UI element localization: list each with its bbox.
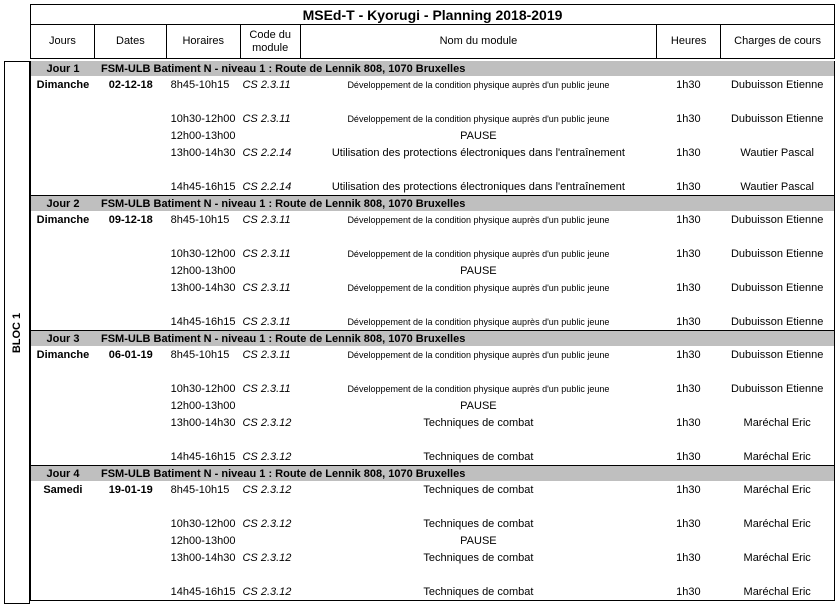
module-cell: Développement de la condition physique auprès d'un public jeune xyxy=(347,316,610,327)
module-cell: Techniques de combat xyxy=(423,551,534,564)
spacer-row xyxy=(31,363,834,380)
code-cell: CS 2.2.14 xyxy=(242,146,292,159)
day-label: Jour 2 xyxy=(46,197,80,210)
spacer-row xyxy=(31,161,834,178)
header-charges: Charges de cours xyxy=(721,25,835,58)
day-header xyxy=(31,61,834,76)
hours-cell: 1h30 xyxy=(676,146,701,159)
code-cell: CS 2.3.11 xyxy=(242,281,291,294)
module-cell: Développement de la condition physique auprès d'un public jeune xyxy=(347,248,610,259)
table-row xyxy=(31,313,834,330)
module-cell: Développement de la condition physique auprès d'un public jeune xyxy=(347,79,610,90)
time-cell: 10h30-12h00 xyxy=(170,382,236,395)
header-heures: Heures xyxy=(657,25,721,58)
hours-cell: 1h30 xyxy=(676,180,701,193)
module-cell: Utilisation des protections électroniques dans l'entraînement xyxy=(331,180,625,193)
spacer-row xyxy=(31,498,834,515)
time-cell: 12h00-13h00 xyxy=(170,534,236,547)
code-cell: CS 2.3.12 xyxy=(242,585,292,598)
module-cell: Techniques de combat xyxy=(423,517,534,530)
hours-cell: 1h30 xyxy=(676,78,701,91)
hours-cell: 1h30 xyxy=(676,348,701,361)
time-cell: 10h30-12h00 xyxy=(170,247,236,260)
time-cell: 14h45-16h15 xyxy=(170,180,236,193)
time-cell: 13h00-14h30 xyxy=(170,551,236,564)
day-label: Jour 3 xyxy=(46,332,80,345)
table-row xyxy=(31,583,834,600)
module-cell: Techniques de combat xyxy=(423,450,534,463)
table-row xyxy=(31,380,834,397)
header-code-line1: Code du xyxy=(249,28,291,41)
teacher-cell: Maréchal Eric xyxy=(743,551,811,564)
hours-cell: 1h30 xyxy=(676,416,701,429)
time-cell: 14h45-16h15 xyxy=(170,315,236,328)
table-row xyxy=(31,448,834,465)
code-cell: CS 2.3.11 xyxy=(242,315,291,328)
day-block xyxy=(30,196,835,331)
hours-cell: 1h30 xyxy=(676,281,701,294)
weekday-cell: Dimanche xyxy=(36,348,90,361)
module-cell: Techniques de combat xyxy=(423,585,534,598)
page-title: MSEd-T - Kyorugi - Planning 2018-2019 xyxy=(30,4,835,25)
time-cell: 8h45-10h15 xyxy=(170,213,230,226)
time-cell: 12h00-13h00 xyxy=(170,399,236,412)
time-cell: 12h00-13h00 xyxy=(170,129,236,142)
day-location: FSM-ULB Batiment N - niveau 1 : Route de Lennik 808, 1070 Bruxelles xyxy=(101,332,466,345)
header-jours: Jours xyxy=(31,25,95,58)
code-cell: CS 2.3.11 xyxy=(242,112,291,125)
code-cell: CS 2.3.11 xyxy=(242,213,291,226)
table-row xyxy=(31,245,834,262)
date-cell: 02-12-18 xyxy=(108,78,153,91)
hours-cell: 1h30 xyxy=(676,483,701,496)
day-label: Jour 1 xyxy=(46,62,80,75)
module-cell: PAUSE xyxy=(460,129,497,142)
time-cell: 8h45-10h15 xyxy=(170,348,230,361)
module-cell: Utilisation des protections électroniques dans l'entraînement xyxy=(331,146,625,159)
teacher-cell: Maréchal Eric xyxy=(743,585,811,598)
time-cell: 8h45-10h15 xyxy=(170,78,230,91)
teacher-cell: Dubuisson Etienne xyxy=(730,348,824,361)
hours-cell: 1h30 xyxy=(676,551,701,564)
spacer-row xyxy=(31,228,834,245)
code-cell: CS 2.3.12 xyxy=(242,551,292,564)
table-row xyxy=(31,279,834,296)
module-cell: Développement de la condition physique auprès d'un public jeune xyxy=(347,282,610,293)
day-block xyxy=(30,331,835,466)
code-cell: CS 2.3.11 xyxy=(242,382,291,395)
table-row xyxy=(31,211,834,228)
teacher-cell: Dubuisson Etienne xyxy=(730,281,824,294)
time-cell: 13h00-14h30 xyxy=(170,146,236,159)
teacher-cell: Maréchal Eric xyxy=(743,416,811,429)
header-horaires: Horaires xyxy=(167,25,241,58)
code-cell: CS 2.3.12 xyxy=(242,517,292,530)
hours-cell: 1h30 xyxy=(676,517,701,530)
header-code-line2: module xyxy=(252,41,289,54)
table-row xyxy=(31,76,834,93)
module-cell: Développement de la condition physique auprès d'un public jeune xyxy=(347,214,610,225)
header-code xyxy=(241,25,301,58)
hours-cell: 1h30 xyxy=(676,112,701,125)
day-block xyxy=(30,466,835,601)
time-cell: 10h30-12h00 xyxy=(170,112,236,125)
code-cell: CS 2.3.12 xyxy=(242,450,292,463)
time-cell: 12h00-13h00 xyxy=(170,264,236,277)
days-container xyxy=(30,61,835,601)
date-cell: 09-12-18 xyxy=(108,213,153,226)
table-row xyxy=(31,481,834,498)
date-cell: 06-01-19 xyxy=(108,348,153,361)
teacher-cell: Dubuisson Etienne xyxy=(730,315,824,328)
table-row xyxy=(31,144,834,161)
table-row xyxy=(31,414,834,431)
code-cell: CS 2.3.11 xyxy=(242,348,291,361)
date-cell: 19-01-19 xyxy=(108,483,153,496)
module-cell: PAUSE xyxy=(460,399,497,412)
teacher-cell: Dubuisson Etienne xyxy=(730,78,824,91)
day-header xyxy=(31,466,834,481)
teacher-cell: Maréchal Eric xyxy=(743,517,811,530)
code-cell: CS 2.3.11 xyxy=(242,78,291,91)
teacher-cell: Dubuisson Etienne xyxy=(730,213,824,226)
hours-cell: 1h30 xyxy=(676,213,701,226)
hours-cell: 1h30 xyxy=(676,247,701,260)
bloc-label-cell xyxy=(4,61,30,604)
hours-cell: 1h30 xyxy=(676,450,701,463)
time-cell: 10h30-12h00 xyxy=(170,517,236,530)
day-header xyxy=(31,196,834,211)
code-cell: CS 2.2.14 xyxy=(242,180,292,193)
hours-cell: 1h30 xyxy=(676,315,701,328)
table-row xyxy=(31,532,834,549)
table-row xyxy=(31,127,834,144)
teacher-cell: Maréchal Eric xyxy=(743,450,811,463)
day-location: FSM-ULB Batiment N - niveau 1 : Route de Lennik 808, 1070 Bruxelles xyxy=(101,62,466,75)
spacer-row xyxy=(31,296,834,313)
module-cell: PAUSE xyxy=(460,534,497,547)
weekday-cell: Dimanche xyxy=(36,213,90,226)
teacher-cell: Wautier Pascal xyxy=(740,180,814,193)
hours-cell: 1h30 xyxy=(676,585,701,598)
spacer-row xyxy=(31,93,834,110)
module-cell: Développement de la condition physique auprès d'un public jeune xyxy=(347,349,610,360)
teacher-cell: Dubuisson Etienne xyxy=(730,382,824,395)
header-dates: Dates xyxy=(95,25,167,58)
table-row xyxy=(31,515,834,532)
spacer-row xyxy=(31,431,834,448)
table-row xyxy=(31,110,834,127)
module-cell: PAUSE xyxy=(460,264,497,277)
module-cell: Développement de la condition physique auprès d'un public jeune xyxy=(347,113,610,124)
table-header xyxy=(30,25,835,59)
table-row xyxy=(31,549,834,566)
spacer-row xyxy=(31,566,834,583)
table-row xyxy=(31,346,834,363)
table-row xyxy=(31,178,834,195)
time-cell: 14h45-16h15 xyxy=(170,450,236,463)
time-cell: 8h45-10h15 xyxy=(170,483,230,496)
module-cell: Techniques de combat xyxy=(423,416,534,429)
header-nom: Nom du module xyxy=(301,25,658,58)
teacher-cell: Wautier Pascal xyxy=(740,146,814,159)
code-cell: CS 2.3.12 xyxy=(242,483,292,496)
table-row xyxy=(31,262,834,279)
day-location: FSM-ULB Batiment N - niveau 1 : Route de Lennik 808, 1070 Bruxelles xyxy=(101,467,466,480)
teacher-cell: Dubuisson Etienne xyxy=(730,112,824,125)
module-cell: Techniques de combat xyxy=(423,483,534,496)
code-cell: CS 2.3.12 xyxy=(242,416,292,429)
table-row xyxy=(31,397,834,414)
time-cell: 13h00-14h30 xyxy=(170,416,236,429)
hours-cell: 1h30 xyxy=(676,382,701,395)
time-cell: 14h45-16h15 xyxy=(170,585,236,598)
module-cell: Développement de la condition physique auprès d'un public jeune xyxy=(347,383,610,394)
time-cell: 13h00-14h30 xyxy=(170,281,236,294)
bloc-label: BLOC 1 xyxy=(11,312,23,353)
teacher-cell: Maréchal Eric xyxy=(743,483,811,496)
weekday-cell: Samedi xyxy=(43,483,83,496)
weekday-cell: Dimanche xyxy=(36,78,90,91)
teacher-cell: Dubuisson Etienne xyxy=(730,247,824,260)
day-header xyxy=(31,331,834,346)
day-location: FSM-ULB Batiment N - niveau 1 : Route de Lennik 808, 1070 Bruxelles xyxy=(101,197,466,210)
day-label: Jour 4 xyxy=(46,467,80,480)
day-block xyxy=(30,61,835,196)
code-cell: CS 2.3.11 xyxy=(242,247,291,260)
